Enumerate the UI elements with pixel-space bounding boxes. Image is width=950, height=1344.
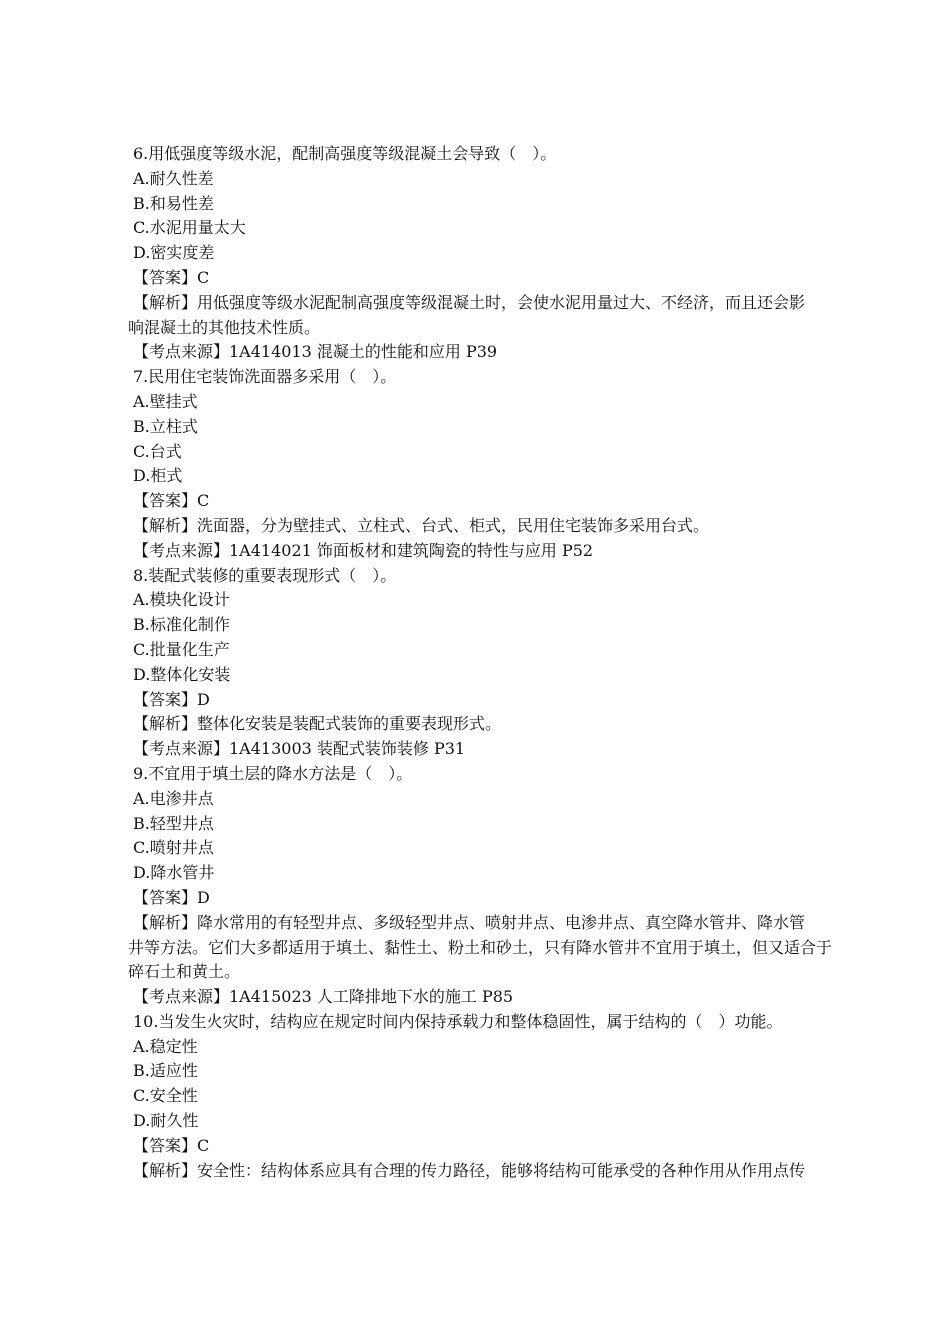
question-stem: 6.用低强度等级水泥，配制高强度等级混凝土会导致（ ）。 [133, 144, 557, 163]
question-stem: 7.民用住宅装饰洗面器多采用（ ）。 [133, 367, 397, 387]
analysis-line: 【解析】安全性：结构体系应具有合理的传力路径，能够将结构可能承受的各种作用从作用点传 [133, 1160, 806, 1180]
option-a: A.壁挂式 [133, 391, 198, 411]
option-b: B.和易性差 [133, 193, 214, 213]
source: 【考点来源】1A415023 人工降排地下水的施工 P85 [133, 987, 514, 1007]
analysis-line: 【解析】用低强度等级水泥配制高强度等级混凝土时，会使水泥用量过大、不经济，而且还会影 [133, 292, 806, 312]
answer: 【答案】D [133, 689, 210, 709]
option-b: B.轻型井点 [133, 813, 214, 833]
question-stem: 10.当发生火灾时，结构应在规定时间内保持承载力和整体稳固性，属于结构的（ ）功能。 [133, 1011, 783, 1031]
option-c: C.水泥用量太大 [133, 218, 246, 238]
answer: 【答案】C [133, 267, 210, 287]
option-a: A.模块化设计 [133, 590, 230, 610]
analysis-line: 碎石土和黄土。 [128, 962, 241, 982]
answer: 【答案】D [133, 887, 210, 907]
analysis-line: 【解析】整体化安装是装配式装饰的重要表现形式。 [133, 714, 502, 734]
question-8 [133, 564, 873, 762]
question-10 [133, 1010, 873, 1184]
option-d: D.降水管井 [133, 863, 215, 883]
question-list [128, 142, 873, 1183]
analysis-line: 响混凝土的其他技术性质。 [128, 317, 321, 337]
analysis-line: 井等方法。它们大多都适用于填土、黏性土、粉土和砂土，只有降水管井不宜用于填土，但又适合于 [128, 937, 833, 957]
option-d: D.整体化安装 [133, 664, 231, 684]
answer: 【答案】C [133, 491, 210, 511]
analysis-line: 【解析】降水常用的有轻型井点、多级轻型井点、喷射井点、电渗井点、真空降水管井、降水管 [133, 912, 806, 932]
option-a: A.耐久性差 [133, 168, 214, 188]
source: 【考点来源】1A414021 饰面板材和建筑陶瓷的特性与应用 P52 [133, 540, 594, 560]
question-stem: 9.不宜用于填土层的降水方法是（ ）。 [133, 763, 413, 783]
answer: 【答案】C [133, 1135, 210, 1155]
option-b: B.标准化制作 [133, 615, 230, 635]
option-a: A.稳定性 [133, 1036, 198, 1056]
option-d: D.耐久性 [133, 1111, 199, 1131]
option-c: C.台式 [133, 441, 182, 461]
option-d: D.柜式 [133, 466, 183, 486]
question-7 [133, 365, 873, 563]
source: 【考点来源】1A413003 装配式装饰装修 P31 [133, 739, 466, 759]
option-c: C.批量化生产 [133, 639, 230, 659]
option-d: D.密实度差 [133, 243, 215, 263]
option-b: B.立柱式 [133, 416, 198, 436]
option-b: B.适应性 [133, 1061, 198, 1081]
option-c: C.喷射井点 [133, 838, 214, 858]
question-9 [128, 762, 873, 1010]
option-c: C.安全性 [133, 1086, 198, 1106]
analysis-line: 【解析】洗面器，分为壁挂式、立柱式、台式、柜式，民用住宅装饰多采用台式。 [133, 515, 710, 535]
option-a: A.电渗井点 [133, 788, 214, 808]
question-stem: 8.装配式装修的重要表现形式（ ）。 [133, 565, 397, 585]
source: 【考点来源】1A414013 混凝土的性能和应用 P39 [133, 342, 498, 362]
question-6 [128, 142, 873, 365]
